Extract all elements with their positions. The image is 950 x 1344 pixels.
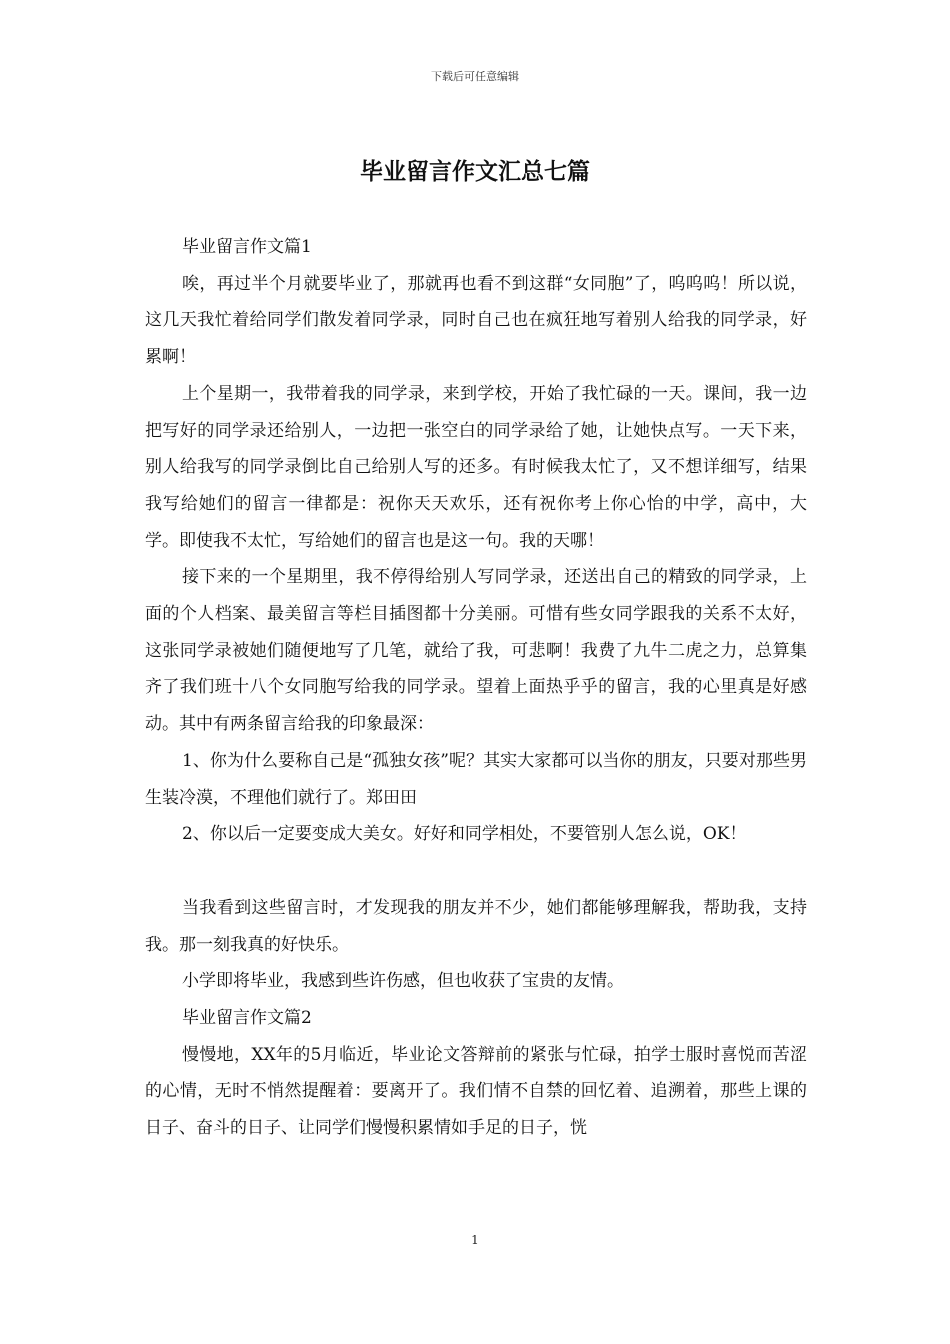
paragraph: 慢慢地，XX年的5月临近，毕业论文答辩前的紧张与忙碌，拍学士服时喜悦而苦涩的心情，无时不悄然提醒着：要离开了。我们情不自禁的回忆着、追溯着，那些上课的日子、奋斗的日子、让同学们慢慢积累情如手足的日子，恍 — [145, 1044, 807, 1139]
message-item-1: 1、你为什么要称自己是“孤独女孩”呢？其实大家都可以当你的朋友，只要对那些男生装冷漠，不理他们就行了。郑田田 — [145, 750, 807, 808]
paragraph: 小学即将毕业，我感到些许伤感，但也收获了宝贵的友情。 — [182, 971, 624, 992]
header-note: 下载后可任意编辑 — [431, 70, 519, 83]
paragraph: 接下来的一个星期里，我不停得给别人写同学录，还送出自己的精致的同学录，上面的个人档案、最美留言等栏目插图都十分美丽。可惜有些女同学跟我的关系不太好，这张同学录被她们随便地写了几笔，就给了我，可悲啊！我费了九牛二虎之力，总算集齐了我们班十八个女同胞写给我的同学录。望着上面热乎乎的留言，我的心里真是好感动。其中有两条留言给我的印象最深： — [145, 567, 807, 735]
section-heading-2: 毕业留言作文篇2 — [182, 1008, 312, 1029]
paragraph: 唉，再过半个月就要毕业了，那就再也看不到这群“女同胞”了，呜呜呜！所以说，这几天我忙着给同学们散发着同学录，同时自己也在疯狂地写着别人给我的同学录，好累啊！ — [145, 273, 807, 368]
document-body — [145, 229, 807, 1147]
message-item-2: 2、你以后一定要变成大美女。好好和同学相处，不要管别人怎么说，OK！ — [182, 824, 747, 845]
document-title: 毕业留言作文汇总七篇 — [360, 158, 590, 185]
paragraph: 上个星期一，我带着我的同学录，来到学校，开始了我忙碌的一天。课间，我一边把写好的同学录还给别人，一边把一张空白的同学录给了她，让她快点写。一天下来，别人给我写的同学录倒比自己给别人写的还多。有时候我太忙了，又不想详细写，结果我写给她们的留言一律都是：祝你天天欢乐，还有祝你考上你心怡的中学，高中，大学。即使我不太忙，写给她们的留言也是这一句。我的天哪！ — [145, 383, 807, 551]
page-number: 1 — [471, 1233, 479, 1247]
paragraph: 当我看到这些留言时，才发现我的朋友并不少，她们都能够理解我，帮助我，支持我。那一刻我真的好快乐。 — [145, 897, 807, 955]
section-heading-1: 毕业留言作文篇1 — [182, 237, 312, 257]
